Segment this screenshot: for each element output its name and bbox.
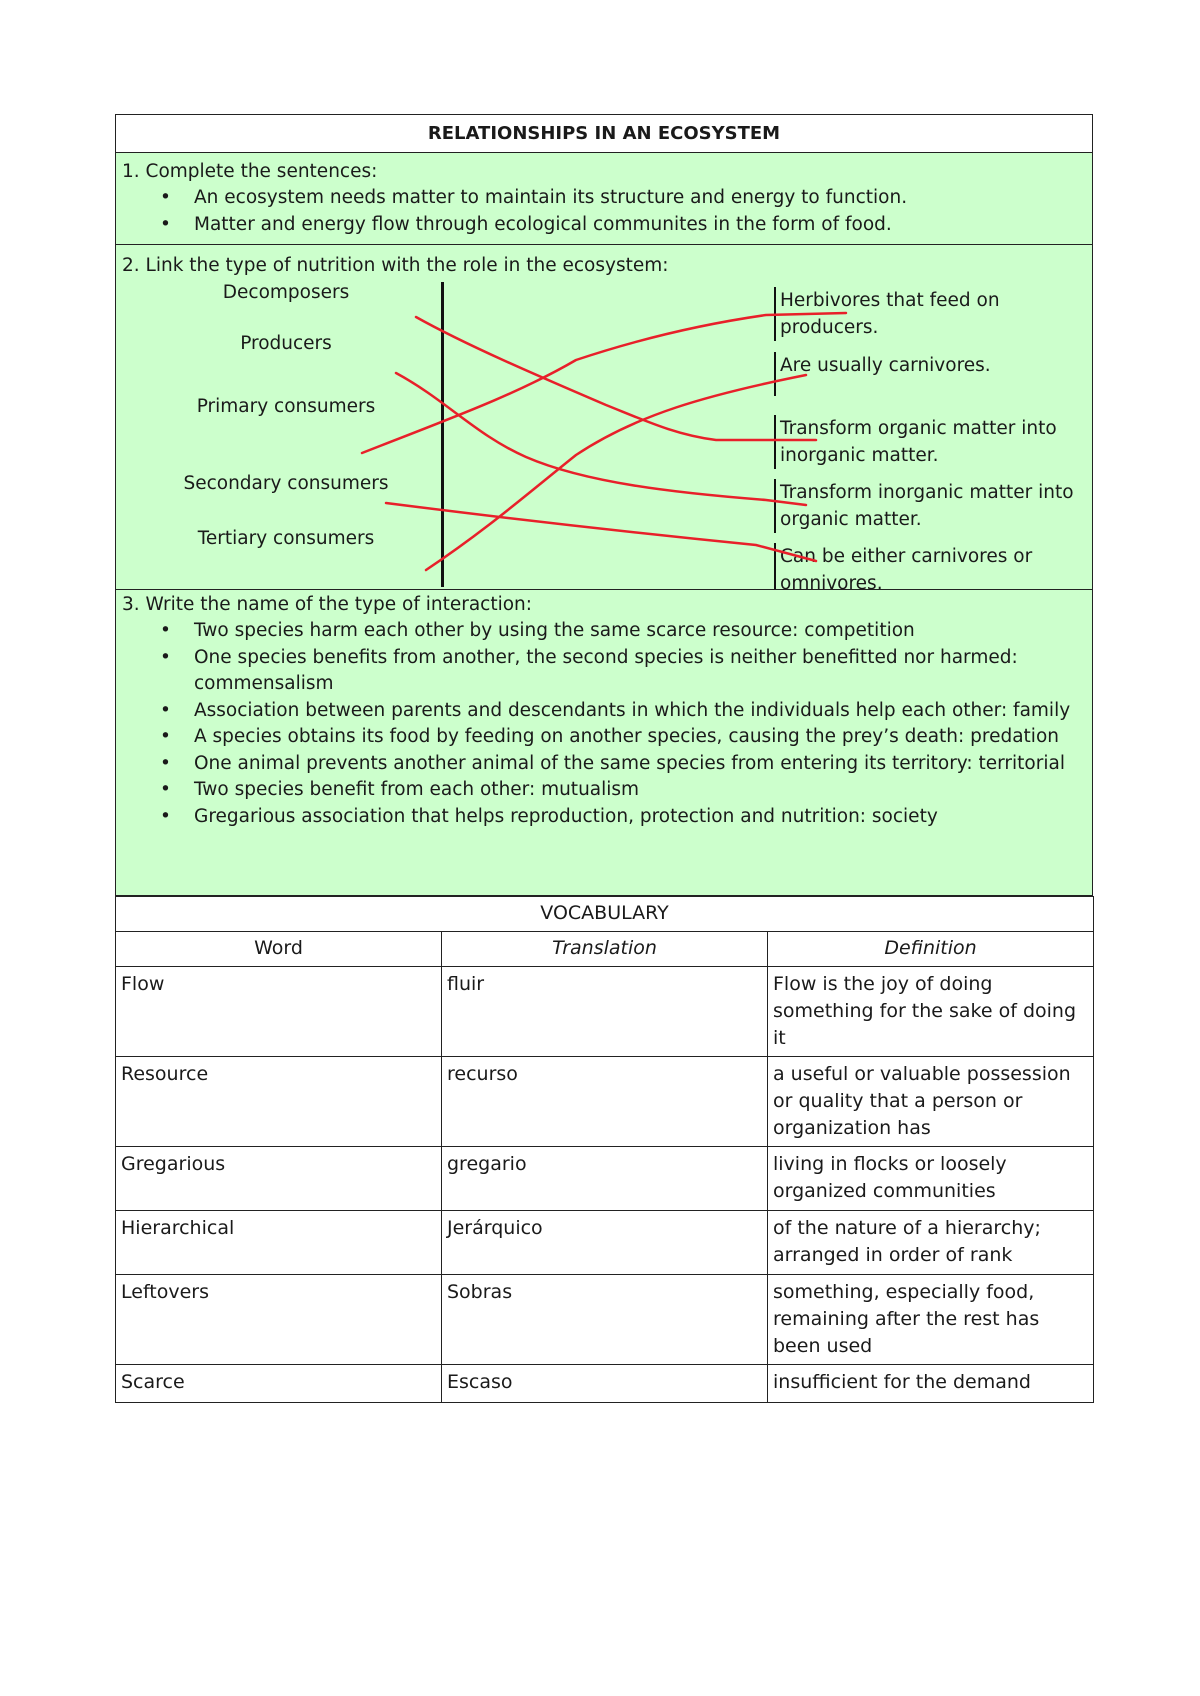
translation-cell: fluir (442, 967, 768, 1057)
left-item-primary-consumers: Primary consumers (196, 396, 376, 417)
word-cell: Hierarchical (116, 1211, 442, 1275)
vocabulary-title: VOCABULARY (116, 897, 1094, 932)
translation-cell: gregario (442, 1147, 768, 1211)
translation-cell: Jerárquico (442, 1211, 768, 1275)
right-item-carnivores-or-omnivores: Can be either carnivores or omnivores. (774, 543, 1090, 589)
section-3-list (122, 618, 1086, 830)
word-cell: Resource (116, 1057, 442, 1147)
matching-lines (116, 245, 1094, 590)
table-row (116, 1057, 1094, 1147)
definition-cell: insufficient for the demand (768, 1365, 1094, 1403)
section-2 (115, 245, 1093, 594)
interaction-item: • One species benefits from another, the second species is neither benefitted nor harmed: commensalism (122, 645, 1086, 698)
worksheet (115, 114, 1093, 1403)
table-row (116, 1211, 1094, 1275)
word-cell: Gregarious (116, 1147, 442, 1211)
interaction-item: • Association between parents and descendants in which the individuals help each other: family (122, 698, 1086, 725)
left-item-tertiary-consumers: Tertiary consumers (197, 528, 375, 549)
section-3-heading: 3. Write the name of the type of interaction: (122, 594, 532, 615)
section-3 (115, 590, 1093, 896)
section-2-heading: 2. Link the type of nutrition with the role in the ecosystem: (122, 255, 669, 276)
table-row (116, 1365, 1094, 1403)
link-line (416, 317, 816, 440)
right-item-organic-to-inorganic: Transform organic matter into inorganic matter. (774, 415, 1090, 469)
translation-cell: Escaso (442, 1365, 768, 1403)
translation-cell: Sobras (442, 1275, 768, 1365)
definition-cell: a useful or valuable possession or quality that a person or organization has (768, 1057, 1094, 1147)
left-item-producers: Producers (240, 333, 332, 354)
left-item-secondary-consumers: Secondary consumers (183, 473, 389, 494)
word-cell: Scarce (116, 1365, 442, 1403)
definition-cell: something, especially food, remaining after the rest has been used (768, 1275, 1094, 1365)
table-row (116, 967, 1094, 1057)
definition-cell: living in flocks or loosely organized communities (768, 1147, 1094, 1211)
definition-cell: Flow is the joy of doing something for the sake of doing it (768, 967, 1094, 1057)
translation-cell: recurso (442, 1057, 768, 1147)
section-1 (115, 153, 1093, 245)
interaction-item: • Two species harm each other by using the same scarce resource: competition (122, 618, 1086, 645)
section-1-list (122, 185, 1086, 238)
vocabulary-table (115, 896, 1094, 1403)
section-1-heading: 1. Complete the sentences: (122, 161, 378, 182)
column-header-word: Word (116, 932, 442, 967)
interaction-item: • Gregarious association that helps reproduction, protection and nutrition: society (122, 804, 1086, 831)
word-cell: Flow (116, 967, 442, 1057)
word-cell: Leftovers (116, 1275, 442, 1365)
interaction-item: • A species obtains its food by feeding on another species, causing the prey’s death: predation (122, 724, 1086, 751)
worksheet-title: RELATIONSHIPS IN AN ECOSYSTEM (115, 114, 1093, 153)
right-item-herbivores: Herbivores that feed on producers. (774, 287, 1090, 341)
definition-cell: of the nature of a hierarchy; arranged in order of rank (768, 1211, 1094, 1275)
sentence-item: • Matter and energy flow through ecological communites in the form of food. (122, 212, 1086, 239)
right-item-inorganic-to-organic: Transform inorganic matter into organic matter. (774, 479, 1090, 533)
left-item-decomposers: Decomposers (222, 282, 350, 303)
right-item-carnivores: Are usually carnivores. (774, 352, 1090, 396)
interaction-item: • One animal prevents another animal of the same species from entering its territory: territorial (122, 751, 1086, 778)
table-row (116, 1275, 1094, 1365)
column-header-definition: Definition (768, 932, 1094, 967)
interaction-item: • Two species benefit from each other: mutualism (122, 777, 1086, 804)
sentence-item: • An ecosystem needs matter to maintain its structure and energy to function. (122, 185, 1086, 212)
table-row (116, 1147, 1094, 1211)
column-header-translation: Translation (442, 932, 768, 967)
